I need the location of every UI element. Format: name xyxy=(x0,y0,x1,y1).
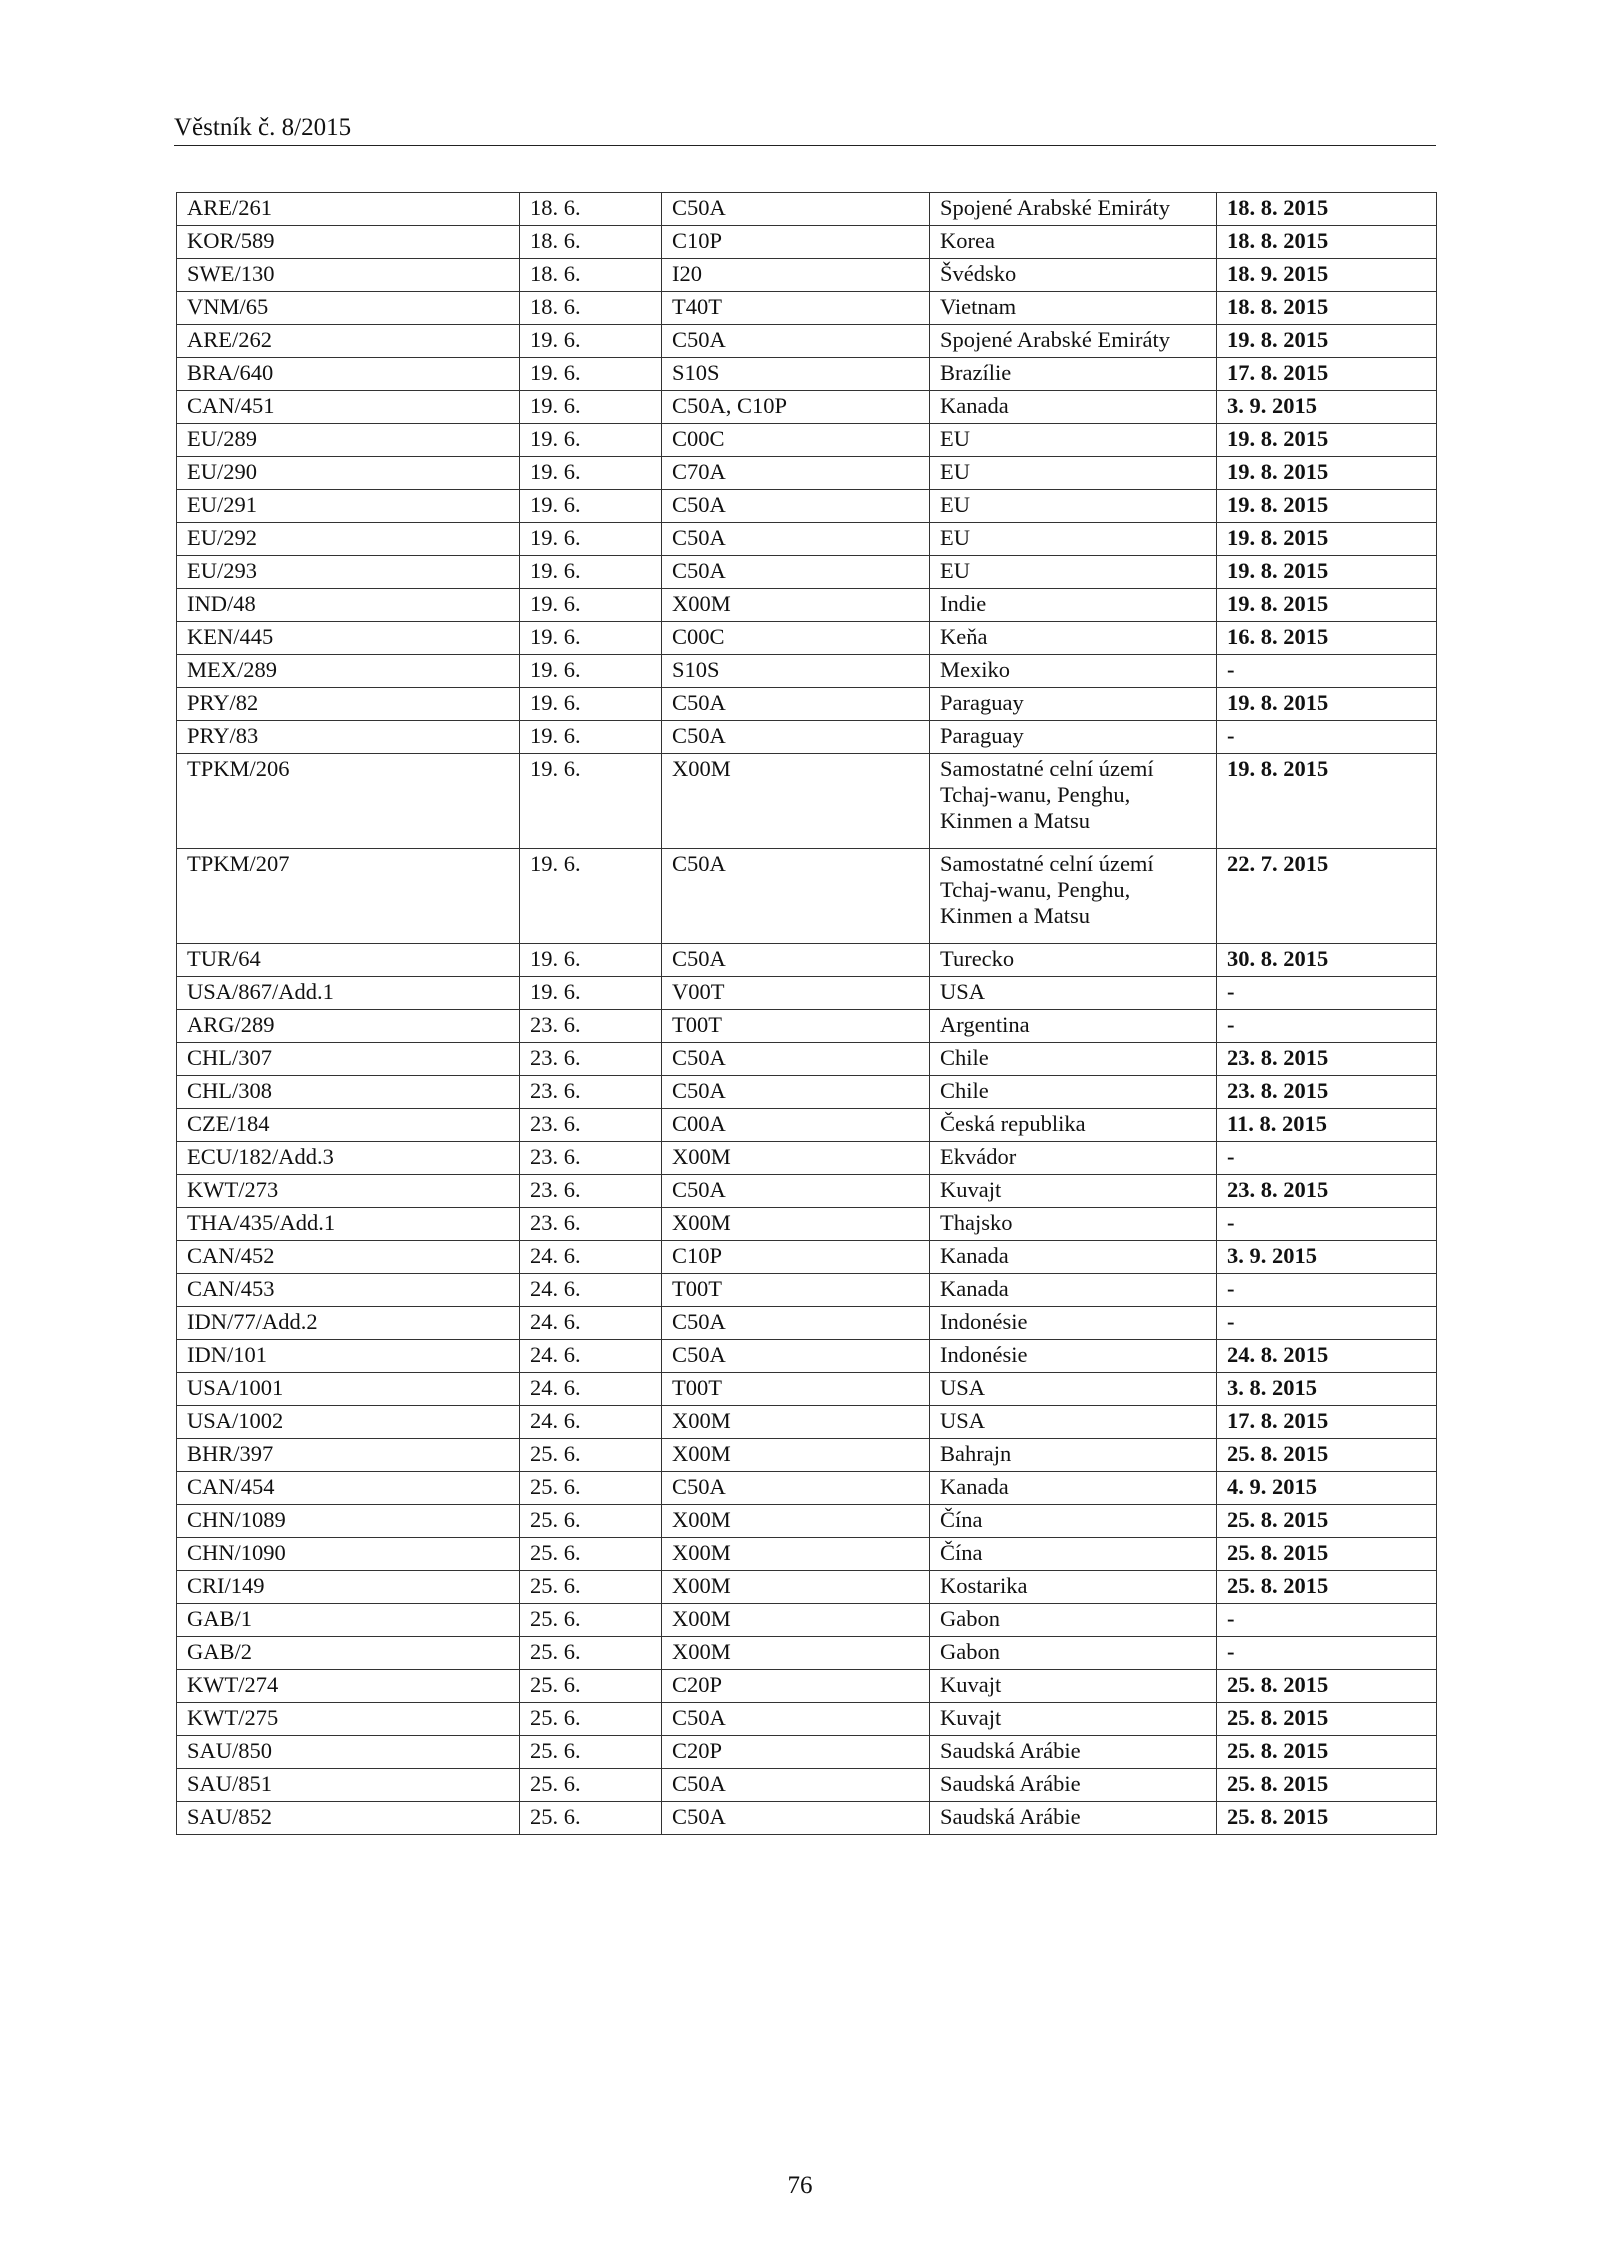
table-row xyxy=(177,259,1437,292)
table-row xyxy=(177,457,1437,490)
country-cell: Kanada xyxy=(930,1472,1217,1505)
document-id-cell: CHN/1090 xyxy=(177,1538,520,1571)
table-row xyxy=(177,1571,1437,1604)
date-cell: 19. 6. xyxy=(520,424,662,457)
date-cell: 19. 6. xyxy=(520,688,662,721)
date-cell: 25. 6. xyxy=(520,1703,662,1736)
table-row xyxy=(177,325,1437,358)
table-row xyxy=(177,1670,1437,1703)
table-row xyxy=(177,589,1437,622)
table-row xyxy=(177,944,1437,977)
code-cell: C50A xyxy=(662,523,930,556)
document-id-cell: EU/291 xyxy=(177,490,520,523)
document-id-cell: KEN/445 xyxy=(177,622,520,655)
code-cell: X00M xyxy=(662,1637,930,1670)
deadline-cell: 19. 8. 2015 xyxy=(1217,688,1437,721)
country-cell: Keňa xyxy=(930,622,1217,655)
country-cell: Brazílie xyxy=(930,358,1217,391)
table-row xyxy=(177,1175,1437,1208)
date-cell: 24. 6. xyxy=(520,1274,662,1307)
table-row xyxy=(177,1241,1437,1274)
code-cell: C50A xyxy=(662,721,930,754)
country-cell: Chile xyxy=(930,1076,1217,1109)
date-cell: 19. 6. xyxy=(520,754,662,849)
country-cell: Kuvajt xyxy=(930,1175,1217,1208)
code-cell: X00M xyxy=(662,589,930,622)
code-cell: X00M xyxy=(662,1538,930,1571)
deadline-cell: 4. 9. 2015 xyxy=(1217,1472,1437,1505)
country-cell: Gabon xyxy=(930,1604,1217,1637)
table-row xyxy=(177,1802,1437,1835)
country-cell: Mexiko xyxy=(930,655,1217,688)
code-cell: C70A xyxy=(662,457,930,490)
document-id-cell: IDN/77/Add.2 xyxy=(177,1307,520,1340)
country-cell: Čína xyxy=(930,1538,1217,1571)
deadline-cell: 3. 8. 2015 xyxy=(1217,1373,1437,1406)
country-cell: Bahrajn xyxy=(930,1439,1217,1472)
deadline-cell: 19. 8. 2015 xyxy=(1217,424,1437,457)
document-id-cell: CZE/184 xyxy=(177,1109,520,1142)
date-cell: 24. 6. xyxy=(520,1406,662,1439)
document-id-cell: CAN/454 xyxy=(177,1472,520,1505)
deadline-cell: 19. 8. 2015 xyxy=(1217,325,1437,358)
deadline-cell: 18. 8. 2015 xyxy=(1217,292,1437,325)
date-cell: 25. 6. xyxy=(520,1736,662,1769)
deadline-cell: - xyxy=(1217,1604,1437,1637)
date-cell: 18. 6. xyxy=(520,193,662,226)
table-row xyxy=(177,1208,1437,1241)
table-row xyxy=(177,1703,1437,1736)
document-id-cell: USA/867/Add.1 xyxy=(177,977,520,1010)
date-cell: 25. 6. xyxy=(520,1538,662,1571)
code-cell: C00C xyxy=(662,622,930,655)
document-id-cell: SAU/851 xyxy=(177,1769,520,1802)
date-cell: 18. 6. xyxy=(520,292,662,325)
table-row xyxy=(177,1604,1437,1637)
table-row xyxy=(177,754,1437,849)
table-row xyxy=(177,1505,1437,1538)
date-cell: 25. 6. xyxy=(520,1505,662,1538)
table-row xyxy=(177,1472,1437,1505)
date-cell: 19. 6. xyxy=(520,622,662,655)
country-cell: Indie xyxy=(930,589,1217,622)
code-cell: X00M xyxy=(662,1571,930,1604)
table-row xyxy=(177,556,1437,589)
country-cell: Samostatné celní území Tchaj-wanu, Penghu, Kinmen a Matsu xyxy=(930,849,1217,944)
page-number: 76 xyxy=(787,2172,813,2199)
deadline-cell: 17. 8. 2015 xyxy=(1217,358,1437,391)
deadline-cell: 19. 8. 2015 xyxy=(1217,457,1437,490)
date-cell: 19. 6. xyxy=(520,944,662,977)
deadline-cell: 25. 8. 2015 xyxy=(1217,1802,1437,1835)
table-row xyxy=(177,1736,1437,1769)
deadline-cell: 19. 8. 2015 xyxy=(1217,589,1437,622)
table-row xyxy=(177,1076,1437,1109)
date-cell: 23. 6. xyxy=(520,1043,662,1076)
deadline-cell: 30. 8. 2015 xyxy=(1217,944,1437,977)
country-cell: Indonésie xyxy=(930,1307,1217,1340)
code-cell: C50A xyxy=(662,849,930,944)
code-cell: T40T xyxy=(662,292,930,325)
date-cell: 19. 6. xyxy=(520,721,662,754)
deadline-cell: 3. 9. 2015 xyxy=(1217,391,1437,424)
table-row xyxy=(177,490,1437,523)
country-cell: Kanada xyxy=(930,1241,1217,1274)
date-cell: 25. 6. xyxy=(520,1670,662,1703)
table-body xyxy=(177,193,1437,1835)
code-cell: X00M xyxy=(662,1406,930,1439)
country-cell: Kostarika xyxy=(930,1571,1217,1604)
date-cell: 19. 6. xyxy=(520,457,662,490)
country-cell: EU xyxy=(930,457,1217,490)
code-cell: I20 xyxy=(662,259,930,292)
deadline-cell: 19. 8. 2015 xyxy=(1217,490,1437,523)
code-cell: X00M xyxy=(662,1604,930,1637)
code-cell: C00A xyxy=(662,1109,930,1142)
deadline-cell: - xyxy=(1217,721,1437,754)
country-cell: EU xyxy=(930,523,1217,556)
deadline-cell: 24. 8. 2015 xyxy=(1217,1340,1437,1373)
code-cell: S10S xyxy=(662,358,930,391)
table-row xyxy=(177,655,1437,688)
document-id-cell: MEX/289 xyxy=(177,655,520,688)
date-cell: 19. 6. xyxy=(520,977,662,1010)
date-cell: 25. 6. xyxy=(520,1637,662,1670)
deadline-cell: 19. 8. 2015 xyxy=(1217,754,1437,849)
date-cell: 19. 6. xyxy=(520,358,662,391)
date-cell: 23. 6. xyxy=(520,1010,662,1043)
table-row xyxy=(177,1307,1437,1340)
country-cell: Švédsko xyxy=(930,259,1217,292)
country-cell: Kuvajt xyxy=(930,1703,1217,1736)
country-cell: Thajsko xyxy=(930,1208,1217,1241)
table-row xyxy=(177,1010,1437,1043)
table-row xyxy=(177,1274,1437,1307)
deadline-cell: 18. 8. 2015 xyxy=(1217,193,1437,226)
document-id-cell: USA/1001 xyxy=(177,1373,520,1406)
code-cell: C50A xyxy=(662,944,930,977)
country-cell: Ekvádor xyxy=(930,1142,1217,1175)
table-row xyxy=(177,1109,1437,1142)
country-cell: Saudská Arábie xyxy=(930,1769,1217,1802)
document-id-cell: EU/289 xyxy=(177,424,520,457)
date-cell: 25. 6. xyxy=(520,1604,662,1637)
deadline-cell: - xyxy=(1217,977,1437,1010)
table-row xyxy=(177,1142,1437,1175)
date-cell: 19. 6. xyxy=(520,523,662,556)
document-id-cell: GAB/2 xyxy=(177,1637,520,1670)
country-cell: Indonésie xyxy=(930,1340,1217,1373)
document-id-cell: ARE/261 xyxy=(177,193,520,226)
code-cell: C50A xyxy=(662,1340,930,1373)
code-cell: S10S xyxy=(662,655,930,688)
date-cell: 19. 6. xyxy=(520,490,662,523)
table-row xyxy=(177,523,1437,556)
document-id-cell: SAU/852 xyxy=(177,1802,520,1835)
deadline-cell: - xyxy=(1217,1637,1437,1670)
document-id-cell: BHR/397 xyxy=(177,1439,520,1472)
table-row xyxy=(177,358,1437,391)
code-cell: T00T xyxy=(662,1274,930,1307)
document-id-cell: IND/48 xyxy=(177,589,520,622)
code-cell: V00T xyxy=(662,977,930,1010)
document-id-cell: TPKM/207 xyxy=(177,849,520,944)
table-row xyxy=(177,977,1437,1010)
code-cell: T00T xyxy=(662,1373,930,1406)
table-row xyxy=(177,622,1437,655)
document-id-cell: THA/435/Add.1 xyxy=(177,1208,520,1241)
deadline-cell: 19. 8. 2015 xyxy=(1217,523,1437,556)
document-id-cell: EU/290 xyxy=(177,457,520,490)
date-cell: 25. 6. xyxy=(520,1439,662,1472)
document-id-cell: KWT/273 xyxy=(177,1175,520,1208)
document-id-cell: GAB/1 xyxy=(177,1604,520,1637)
code-cell: C20P xyxy=(662,1736,930,1769)
code-cell: C10P xyxy=(662,226,930,259)
deadline-cell: 25. 8. 2015 xyxy=(1217,1769,1437,1802)
code-cell: C50A, C10P xyxy=(662,391,930,424)
document-id-cell: VNM/65 xyxy=(177,292,520,325)
code-cell: C50A xyxy=(662,193,930,226)
table-row xyxy=(177,721,1437,754)
country-cell: Korea xyxy=(930,226,1217,259)
date-cell: 19. 6. xyxy=(520,391,662,424)
deadline-cell: 25. 8. 2015 xyxy=(1217,1538,1437,1571)
code-cell: C10P xyxy=(662,1241,930,1274)
code-cell: C50A xyxy=(662,325,930,358)
notification-table xyxy=(176,192,1437,1835)
deadline-cell: - xyxy=(1217,1142,1437,1175)
country-cell: Kanada xyxy=(930,1274,1217,1307)
table-row xyxy=(177,1439,1437,1472)
country-cell: Samostatné celní území Tchaj-wanu, Penghu, Kinmen a Matsu xyxy=(930,754,1217,849)
code-cell: C20P xyxy=(662,1670,930,1703)
date-cell: 19. 6. xyxy=(520,655,662,688)
date-cell: 19. 6. xyxy=(520,849,662,944)
code-cell: C50A xyxy=(662,490,930,523)
table-row xyxy=(177,849,1437,944)
document-id-cell: PRY/82 xyxy=(177,688,520,721)
deadline-cell: 17. 8. 2015 xyxy=(1217,1406,1437,1439)
table-row xyxy=(177,1373,1437,1406)
country-cell: USA xyxy=(930,1406,1217,1439)
date-cell: 18. 6. xyxy=(520,259,662,292)
code-cell: C00C xyxy=(662,424,930,457)
deadline-cell: 18. 9. 2015 xyxy=(1217,259,1437,292)
country-cell: Čína xyxy=(930,1505,1217,1538)
document-id-cell: EU/293 xyxy=(177,556,520,589)
country-cell: Kanada xyxy=(930,391,1217,424)
code-cell: X00M xyxy=(662,1439,930,1472)
code-cell: C50A xyxy=(662,1703,930,1736)
deadline-cell: 18. 8. 2015 xyxy=(1217,226,1437,259)
table-row xyxy=(177,424,1437,457)
deadline-cell: 11. 8. 2015 xyxy=(1217,1109,1437,1142)
document-id-cell: BRA/640 xyxy=(177,358,520,391)
country-cell: Paraguay xyxy=(930,688,1217,721)
country-cell: Saudská Arábie xyxy=(930,1736,1217,1769)
document-id-cell: ECU/182/Add.3 xyxy=(177,1142,520,1175)
deadline-cell: 22. 7. 2015 xyxy=(1217,849,1437,944)
document-id-cell: SWE/130 xyxy=(177,259,520,292)
date-cell: 23. 6. xyxy=(520,1109,662,1142)
document-id-cell: CRI/149 xyxy=(177,1571,520,1604)
country-cell: USA xyxy=(930,1373,1217,1406)
deadline-cell: 23. 8. 2015 xyxy=(1217,1076,1437,1109)
document-id-cell: CAN/452 xyxy=(177,1241,520,1274)
code-cell: X00M xyxy=(662,1208,930,1241)
document-id-cell: CHL/307 xyxy=(177,1043,520,1076)
country-cell: Turecko xyxy=(930,944,1217,977)
country-cell: Česká republika xyxy=(930,1109,1217,1142)
document-id-cell: CHL/308 xyxy=(177,1076,520,1109)
code-cell: C50A xyxy=(662,1472,930,1505)
deadline-cell: 23. 8. 2015 xyxy=(1217,1043,1437,1076)
deadline-cell: 25. 8. 2015 xyxy=(1217,1703,1437,1736)
deadline-cell: 25. 8. 2015 xyxy=(1217,1505,1437,1538)
document-id-cell: CHN/1089 xyxy=(177,1505,520,1538)
document-id-cell: ARG/289 xyxy=(177,1010,520,1043)
deadline-cell: 3. 9. 2015 xyxy=(1217,1241,1437,1274)
table-row xyxy=(177,292,1437,325)
code-cell: C50A xyxy=(662,1175,930,1208)
table-row xyxy=(177,1406,1437,1439)
code-cell: X00M xyxy=(662,754,930,849)
table-row xyxy=(177,226,1437,259)
country-cell: Spojené Arabské Emiráty xyxy=(930,193,1217,226)
date-cell: 25. 6. xyxy=(520,1571,662,1604)
table-row xyxy=(177,1043,1437,1076)
deadline-cell: 19. 8. 2015 xyxy=(1217,556,1437,589)
date-cell: 24. 6. xyxy=(520,1373,662,1406)
country-cell: Saudská Arábie xyxy=(930,1802,1217,1835)
code-cell: C50A xyxy=(662,688,930,721)
country-cell: Vietnam xyxy=(930,292,1217,325)
deadline-cell: - xyxy=(1217,1274,1437,1307)
table-row xyxy=(177,1340,1437,1373)
date-cell: 24. 6. xyxy=(520,1307,662,1340)
date-cell: 25. 6. xyxy=(520,1769,662,1802)
country-cell: Gabon xyxy=(930,1637,1217,1670)
country-cell: EU xyxy=(930,424,1217,457)
code-cell: X00M xyxy=(662,1505,930,1538)
country-cell: Chile xyxy=(930,1043,1217,1076)
table-row xyxy=(177,391,1437,424)
deadline-cell: 16. 8. 2015 xyxy=(1217,622,1437,655)
journal-title: Věstník č. 8/2015 xyxy=(174,114,352,141)
date-cell: 18. 6. xyxy=(520,226,662,259)
document-id-cell: TUR/64 xyxy=(177,944,520,977)
document-id-cell: CAN/451 xyxy=(177,391,520,424)
deadline-cell: - xyxy=(1217,1307,1437,1340)
date-cell: 23. 6. xyxy=(520,1142,662,1175)
document-id-cell: KWT/274 xyxy=(177,1670,520,1703)
page-header xyxy=(174,112,1436,146)
country-cell: EU xyxy=(930,556,1217,589)
document-id-cell: IDN/101 xyxy=(177,1340,520,1373)
code-cell: C50A xyxy=(662,1043,930,1076)
document-id-cell: SAU/850 xyxy=(177,1736,520,1769)
date-cell: 24. 6. xyxy=(520,1241,662,1274)
deadline-cell: 25. 8. 2015 xyxy=(1217,1736,1437,1769)
document-id-cell: KOR/589 xyxy=(177,226,520,259)
deadline-cell: 25. 8. 2015 xyxy=(1217,1571,1437,1604)
deadline-cell: - xyxy=(1217,1010,1437,1043)
date-cell: 23. 6. xyxy=(520,1208,662,1241)
deadline-cell: 25. 8. 2015 xyxy=(1217,1439,1437,1472)
country-cell: Spojené Arabské Emiráty xyxy=(930,325,1217,358)
document-id-cell: USA/1002 xyxy=(177,1406,520,1439)
code-cell: C50A xyxy=(662,1307,930,1340)
code-cell: C50A xyxy=(662,556,930,589)
deadline-cell: 25. 8. 2015 xyxy=(1217,1670,1437,1703)
date-cell: 23. 6. xyxy=(520,1076,662,1109)
country-cell: Kuvajt xyxy=(930,1670,1217,1703)
date-cell: 19. 6. xyxy=(520,556,662,589)
document-id-cell: EU/292 xyxy=(177,523,520,556)
table-row xyxy=(177,1769,1437,1802)
deadline-cell: - xyxy=(1217,1208,1437,1241)
date-cell: 19. 6. xyxy=(520,325,662,358)
code-cell: T00T xyxy=(662,1010,930,1043)
document-id-cell: PRY/83 xyxy=(177,721,520,754)
country-cell: USA xyxy=(930,977,1217,1010)
code-cell: C50A xyxy=(662,1802,930,1835)
code-cell: X00M xyxy=(662,1142,930,1175)
date-cell: 25. 6. xyxy=(520,1472,662,1505)
table-row xyxy=(177,1637,1437,1670)
table-row xyxy=(177,1538,1437,1571)
country-cell: Paraguay xyxy=(930,721,1217,754)
document-id-cell: KWT/275 xyxy=(177,1703,520,1736)
deadline-cell: 23. 8. 2015 xyxy=(1217,1175,1437,1208)
date-cell: 25. 6. xyxy=(520,1802,662,1835)
date-cell: 19. 6. xyxy=(520,589,662,622)
code-cell: C50A xyxy=(662,1076,930,1109)
document-id-cell: TPKM/206 xyxy=(177,754,520,849)
date-cell: 24. 6. xyxy=(520,1340,662,1373)
country-cell: Argentina xyxy=(930,1010,1217,1043)
table-row xyxy=(177,688,1437,721)
date-cell: 23. 6. xyxy=(520,1175,662,1208)
document-id-cell: ARE/262 xyxy=(177,325,520,358)
document-id-cell: CAN/453 xyxy=(177,1274,520,1307)
country-cell: EU xyxy=(930,490,1217,523)
table-row xyxy=(177,193,1437,226)
code-cell: C50A xyxy=(662,1769,930,1802)
deadline-cell: - xyxy=(1217,655,1437,688)
